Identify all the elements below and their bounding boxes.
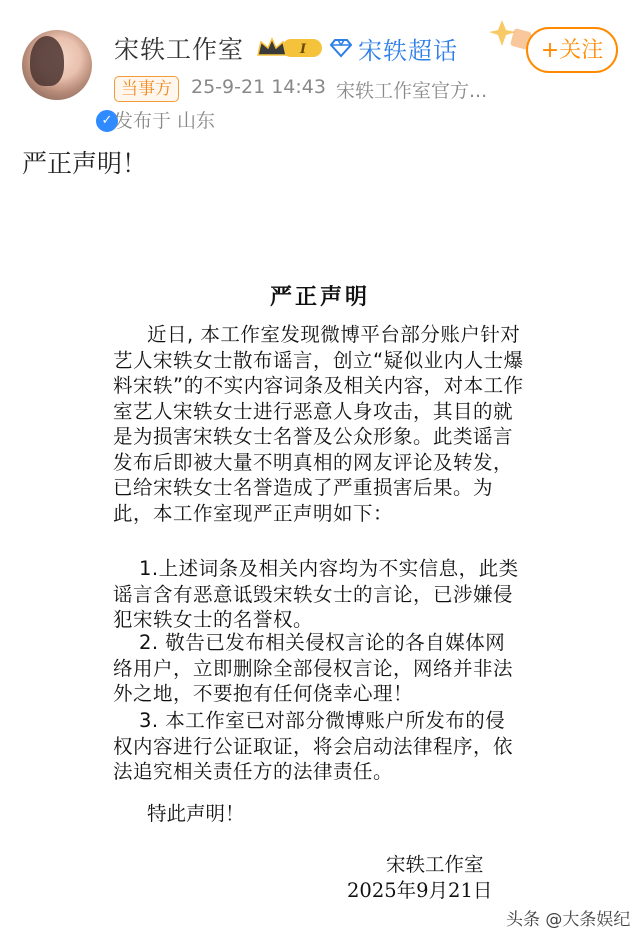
level-text: I: [300, 42, 307, 57]
supertopic-link[interactable]: 宋轶超话: [358, 37, 458, 65]
post-source[interactable]: 宋轶工作室官方...: [336, 80, 488, 102]
statement-title: 严正声明: [269, 285, 370, 310]
statement-closing: 特此声明！: [147, 802, 245, 825]
author-avatar[interactable]: [22, 30, 113, 128]
post-location: 发布于 山东: [114, 110, 216, 132]
statement-item-1: [113, 556, 525, 633]
statement-item-3-text: 3. 本工作室已对部分微博账户所发布的侵权内容进行公证取证，将会启动法律程序，依法追究相关责任方的法律责任。: [113, 709, 514, 783]
crown-level-icon[interactable]: [256, 36, 324, 60]
statement-date: 2025年9月21日: [347, 879, 493, 902]
avatar-image: [30, 36, 64, 86]
watermark: 头条 @大条娱纪: [506, 910, 631, 930]
statement-item-1-text: 1.上述词条及相关内容均为不实信息，此类谣言含有恶意诋毁宋轶女士的言论，已涉嫌侵犯宋轶女士的名誉权。: [113, 557, 519, 631]
statement-image[interactable]: [0, 250, 640, 940]
author-name[interactable]: 宋轶工作室: [114, 35, 245, 64]
statement-intro: 近日, 本工作室发现微博平台部分账户针对艺人宋轶女士散布谣言，创立“疑似业内人士爆料宋轶”的不实内容词条及相关内容，对本工作室艺人宋轶女士进行恶意人身攻击，其目的就是为损害宋轶女士名誉及公众形象。此类谣言发布后即被大量不明真相的网友评论及转发，已给宋轶女士名誉造成了严重损害后果。为此，本工作室现严正声明如下：: [113, 323, 524, 525]
post-header: [0, 0, 640, 140]
post-text: 严正声明！: [22, 149, 148, 178]
statement-item-2: [113, 630, 525, 707]
check-icon: ✓: [94, 108, 120, 134]
follow-button[interactable]: +关注: [526, 27, 618, 73]
diamond-icon: [330, 38, 352, 58]
post-time: 25-9-21 14:43: [191, 76, 326, 98]
party-badge: 当事方: [114, 76, 179, 102]
statement-signature: 宋轶工作室: [386, 853, 484, 876]
statement-item-3: [113, 708, 525, 785]
statement-item-2-text: 2. 敬告已发布相关侵权言论的各自媒体网络用户，立即删除全部侵权言论，网络并非法外之地，不要抱有任何侥幸心理！: [113, 631, 514, 705]
